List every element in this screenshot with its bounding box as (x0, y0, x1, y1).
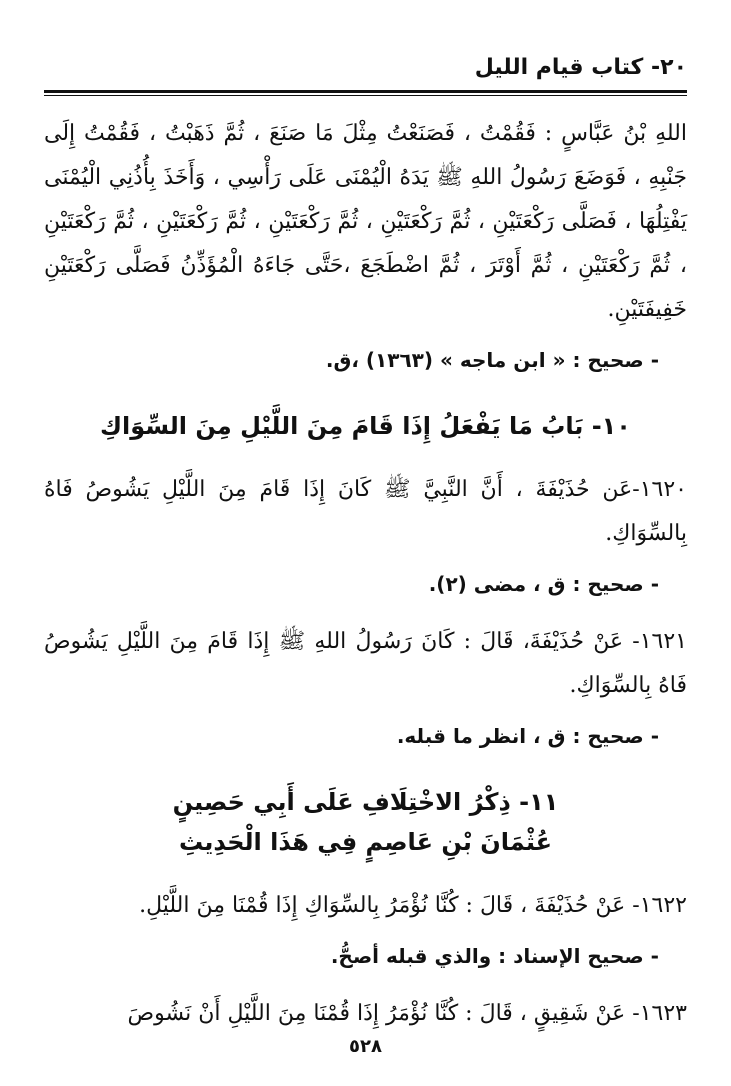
header-rule-thin (44, 95, 687, 96)
chapter-heading-line: ١١- ذِكْرُ الاخْتِلَافِ عَلَى أَبِي حَصِينٍ (172, 788, 559, 816)
hadith-1622: ١٦٢٢- عَنْ حُذَيْفَةَ ، قَالَ : كُنَّا نُؤْمَرُ بِالسِّوَاكِ إِذَا قُمْنَا مِنَ اللَّيْلِ. (139, 893, 687, 918)
hadith-1623: ١٦٢٣- عَنْ شَقِيقٍ ، قَالَ : كُنَّا نُؤْمَرُ إِذَا قُمْنَا مِنَ اللَّيْلِ أَنْ نَشُوصَ (127, 1001, 687, 1026)
hadith-1620: ١٦٢٠-عَن حُذَيْفَةَ ، أَنَّ النَّبِيَّ ﷺ كَانَ إِذَا قَامَ مِنَ اللَّيْلِ يَشُوصُ فَاهُ بِالسِّوَاكِ. (44, 477, 687, 546)
chapter-heading-line: ١٠- بَابُ مَا يَفْعَلُ إِذَا قَامَ مِنَ اللَّيْلِ مِنَ السِّوَاكِ (100, 412, 631, 440)
running-header (44, 48, 687, 88)
header-title: ٢٠- كتاب قيام الليل (474, 55, 687, 80)
hadith-1362-continuation: اللهِ بْنُ عَبَّاسٍ : فَقُمْتُ ، فَصَنَعْتُ مِثْلَ مَا صَنَعَ ، ثُمَّ ذَهَبْتُ ، فَقُمْتُ إِلَى جَنْبِهِ ، فَوَضَعَ رَسُولُ اللهِ ﷺ يَدَهُ الْيُمْنَى عَلَى رَأْسِي ، وَأَخَذَ بِأُذُنِي الْيُمْنَى يَفْتِلُهَا ، فَصَلَّى رَكْعَتَيْنِ ، ثُمَّ رَكْعَتَيْنِ ، ثُمَّ رَكْعَتَيْنِ ، ثُمَّ رَكْعَتَيْنِ ، ثُمَّ رَكْعَتَيْنِ ، ثُمَّ رَكْعَتَيْنِ ، ثُمَّ أَوْتَرَ ، ثُمَّ اضْطَجَعَ ،حَتَّى جَاءَهُ الْمُؤَذِّنُ فَصَلَّى رَكْعَتَيْنِ خَفِيفَتَيْنِ. (44, 121, 687, 322)
page-number: ٥٢٨ (349, 1036, 382, 1057)
chapter-heading-11 (44, 782, 687, 862)
grading-note: - صحيح : ق ، انظر ما قبله. (396, 724, 659, 748)
grading-note: - صحيح الإسناد : والذي قبله أصحُّ. (330, 944, 659, 968)
grading-note: - صحيح : « ابن ماجه » (١٣٦٣) ،ق. (325, 348, 659, 372)
chapter-heading-10 (44, 406, 687, 446)
header-rule-thick (44, 90, 687, 93)
page-body (44, 112, 687, 1036)
grading-note: - صحيح : ق ، مضى (٢). (428, 572, 659, 596)
hadith-1621: ١٦٢١- عَنْ حُذَيْفَةَ، قَالَ : كَانَ رَسُولُ اللهِ ﷺ إِذَا قَامَ مِنَ اللَّيْلِ يَشُوصُ فَاهُ بِالسِّوَاكِ. (44, 629, 687, 698)
chapter-heading-line: عُثْمَانَ بْنِ عَاصِمٍ فِي هَذَا الْحَدِيثِ (178, 828, 553, 856)
